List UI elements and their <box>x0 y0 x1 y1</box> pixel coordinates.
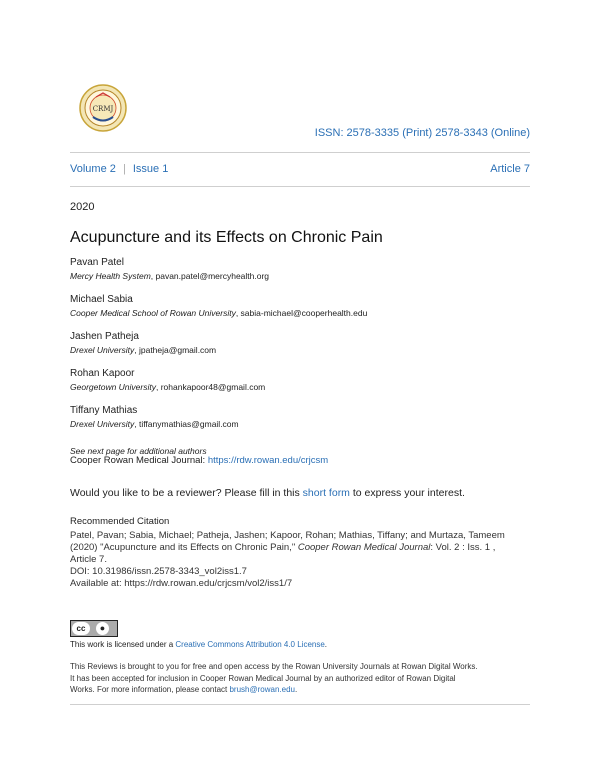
license-link[interactable]: Creative Commons Attribution 4.0 License <box>175 640 325 649</box>
citation-heading: Recommended Citation <box>70 516 170 527</box>
additional-authors-note: See next page for additional authors <box>70 446 207 456</box>
author-affiliation: Georgetown University, rohankapoor48@gmail.com <box>70 382 266 392</box>
footer-divider <box>70 704 530 705</box>
author-name: Michael Sabia <box>70 294 133 305</box>
header-divider <box>70 152 530 153</box>
author-affiliation: Cooper Medical School of Rowan University, sabia-michael@cooperhealth.edu <box>70 308 368 318</box>
short-form-link[interactable]: short form <box>302 487 350 499</box>
author-name: Tiffany Mathias <box>70 405 138 416</box>
author-block-2 <box>70 294 367 318</box>
issue-link[interactable]: Issue 1 <box>132 163 169 175</box>
issn-link[interactable]: ISSN: 2578-3335 (Print) 2578-3343 (Online) <box>314 127 530 139</box>
cc-icon: cc <box>72 622 90 635</box>
author-name: Rohan Kapoor <box>70 368 135 379</box>
article-link[interactable]: Article 7 <box>490 163 530 175</box>
journal-url-link[interactable]: https://rdw.rowan.edu/crjcsm <box>207 455 329 466</box>
volume-link[interactable]: Volume 2 <box>70 163 116 175</box>
author-affiliation: Drexel University, tiffanymathias@gmail.com <box>70 419 239 429</box>
reviewer-invite: Would you like to be a reviewer? Please fill in this short form to express your interest. <box>70 487 465 499</box>
author-block-4 <box>70 368 265 392</box>
cc-by-badge[interactable] <box>70 620 118 637</box>
author-block-3 <box>70 331 216 355</box>
available-at: Available at: https://rdw.rowan.edu/crjcsm/vol2/iss1/7 <box>70 578 293 589</box>
citation-text: Patel, Pavan; Sabia, Michael; Patheja, Jashen; Kapoor, Rohan; Mathias, Tiffany; and Murtaza, Tameem (2020) "Acupuncture and its Effects on Chronic Pain," Cooper Rowan Medical Journal: Vol. 2 : Iss. 1 , Article 7. DOI: 10.31986/issn.2578-3343_vol2iss1.7 Available at: https://rdw.rowan.edu/crjcsm/vol2/iss1/7 <box>70 530 505 589</box>
author-block-5 <box>70 405 239 429</box>
journal-logo <box>79 84 127 132</box>
license-text: This work is licensed under a Creative Commons Attribution 4.0 License. <box>70 640 328 649</box>
author-name: Jashen Patheja <box>70 331 139 342</box>
nav-divider <box>70 186 530 187</box>
publication-year: 2020 <box>70 201 95 213</box>
author-block-1 <box>70 257 269 281</box>
access-statement: This Reviews is brought to you for free and open access by the Rowan University Journals at Rowan Digital Works. It has been accepted for inclusion in Cooper Rowan Medical Journal by an authorized editor of Rowan Digital Works. For more information, please contact brush@rowan.edu. <box>70 662 478 694</box>
doi: DOI: 10.31986/issn.2578-3343_vol2iss1.7 <box>70 566 247 577</box>
journal-line: Cooper Rowan Medical Journal: https://rdw.rowan.edu/crjcsm <box>70 455 329 466</box>
contact-email-link[interactable]: brush@rowan.edu <box>229 685 295 694</box>
breadcrumb-separator: | <box>122 163 126 175</box>
svg-text:CRMJ: CRMJ <box>92 105 114 113</box>
author-name: Pavan Patel <box>70 257 124 268</box>
article-title: Acupuncture and its Effects on Chronic Pain <box>70 229 383 246</box>
author-affiliation: Mercy Health System, pavan.patel@mercyhealth.org <box>70 271 270 281</box>
attribution-person-icon: ● <box>96 622 109 635</box>
author-affiliation: Drexel University, jpatheja@gmail.com <box>70 345 217 355</box>
breadcrumb <box>70 163 168 175</box>
